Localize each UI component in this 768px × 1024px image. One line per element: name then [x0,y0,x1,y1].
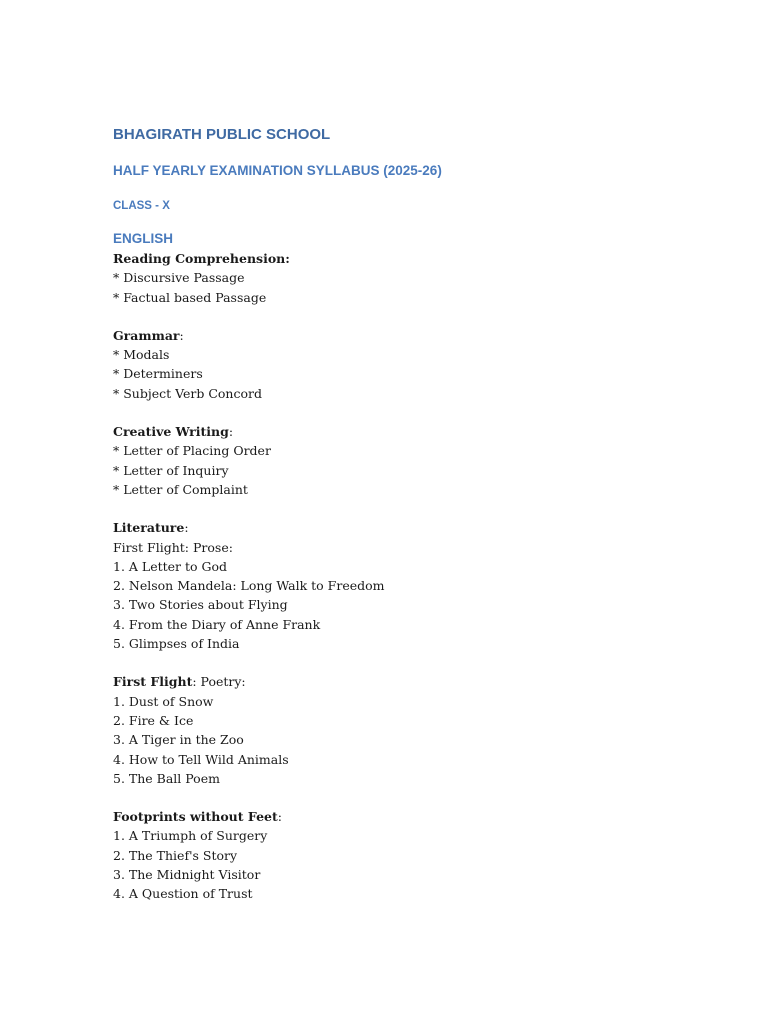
exam-title: HALF YEARLY EXAMINATION SYLLABUS (2025-26) [113,163,442,178]
section-heading-suffix: : [277,809,282,825]
section-heading [113,672,713,691]
list-item: 1. Dust of Snow [113,693,214,709]
list-item: * Factual based Passage [113,289,267,305]
list-item: * Discursive Passage [113,270,245,286]
syllabus-document [113,124,713,904]
list-item: 4. From the Diary of Anne Frank [113,616,321,632]
section-heading [113,422,713,441]
section-reading-comprehension [113,249,713,307]
list-item: * Letter of Inquiry [113,462,229,478]
list-item: 4. How to Tell Wild Animals [113,751,289,767]
list-item: 2. The Thief's Story [113,847,238,863]
section-heading [113,807,713,826]
list-item: 3. A Tiger in the Zoo [113,732,244,748]
section-heading-label: Creative Writing [113,424,229,440]
section-heading-label: Footprints without Feet [113,809,278,825]
section-heading [113,326,713,345]
section-creative-writing [113,422,713,499]
list-item: 3. The Midnight Visitor [113,867,261,883]
section-footprints-without-feet [113,807,713,903]
section-heading-suffix: : [179,327,184,343]
section-grammar [113,326,713,403]
list-item: First Flight: Prose: [113,539,233,555]
section-literature [113,518,713,653]
list-item: 1. A Letter to God [113,558,228,574]
list-item: 2. Fire & Ice [113,712,194,728]
list-item: * Subject Verb Concord [113,385,262,401]
section-heading [113,249,713,268]
list-item: 3. Two Stories about Flying [113,597,288,613]
school-name: BHAGIRATH PUBLIC SCHOOL [113,126,331,143]
section-heading-label: Reading Comprehension: [113,251,290,266]
section-heading-label: Grammar [113,327,180,343]
class-label: CLASS - X [113,200,170,212]
section-heading-suffix: : Poetry: [192,674,246,690]
section-heading-suffix: : [184,520,189,536]
section-heading [113,518,713,537]
section-heading-label: Literature [113,520,185,536]
subject-heading: ENGLISH [113,231,174,246]
list-item: 2. Nelson Mandela: Long Walk to Freedom [113,578,385,594]
list-item: 4. A Question of Trust [113,886,253,902]
list-item: 1. A Triumph of Surgery [113,828,268,844]
list-item: * Determiners [113,366,203,382]
list-item: 5. Glimpses of India [113,636,240,652]
list-item: * Letter of Placing Order [113,443,271,459]
section-first-flight-poetry [113,672,713,788]
list-item: * Letter of Complaint [113,481,248,497]
section-heading-label: First Flight [113,674,193,690]
section-heading-suffix: : [228,424,234,440]
list-item: * Modals [113,347,170,363]
list-item: 5. The Ball Poem [113,770,220,786]
